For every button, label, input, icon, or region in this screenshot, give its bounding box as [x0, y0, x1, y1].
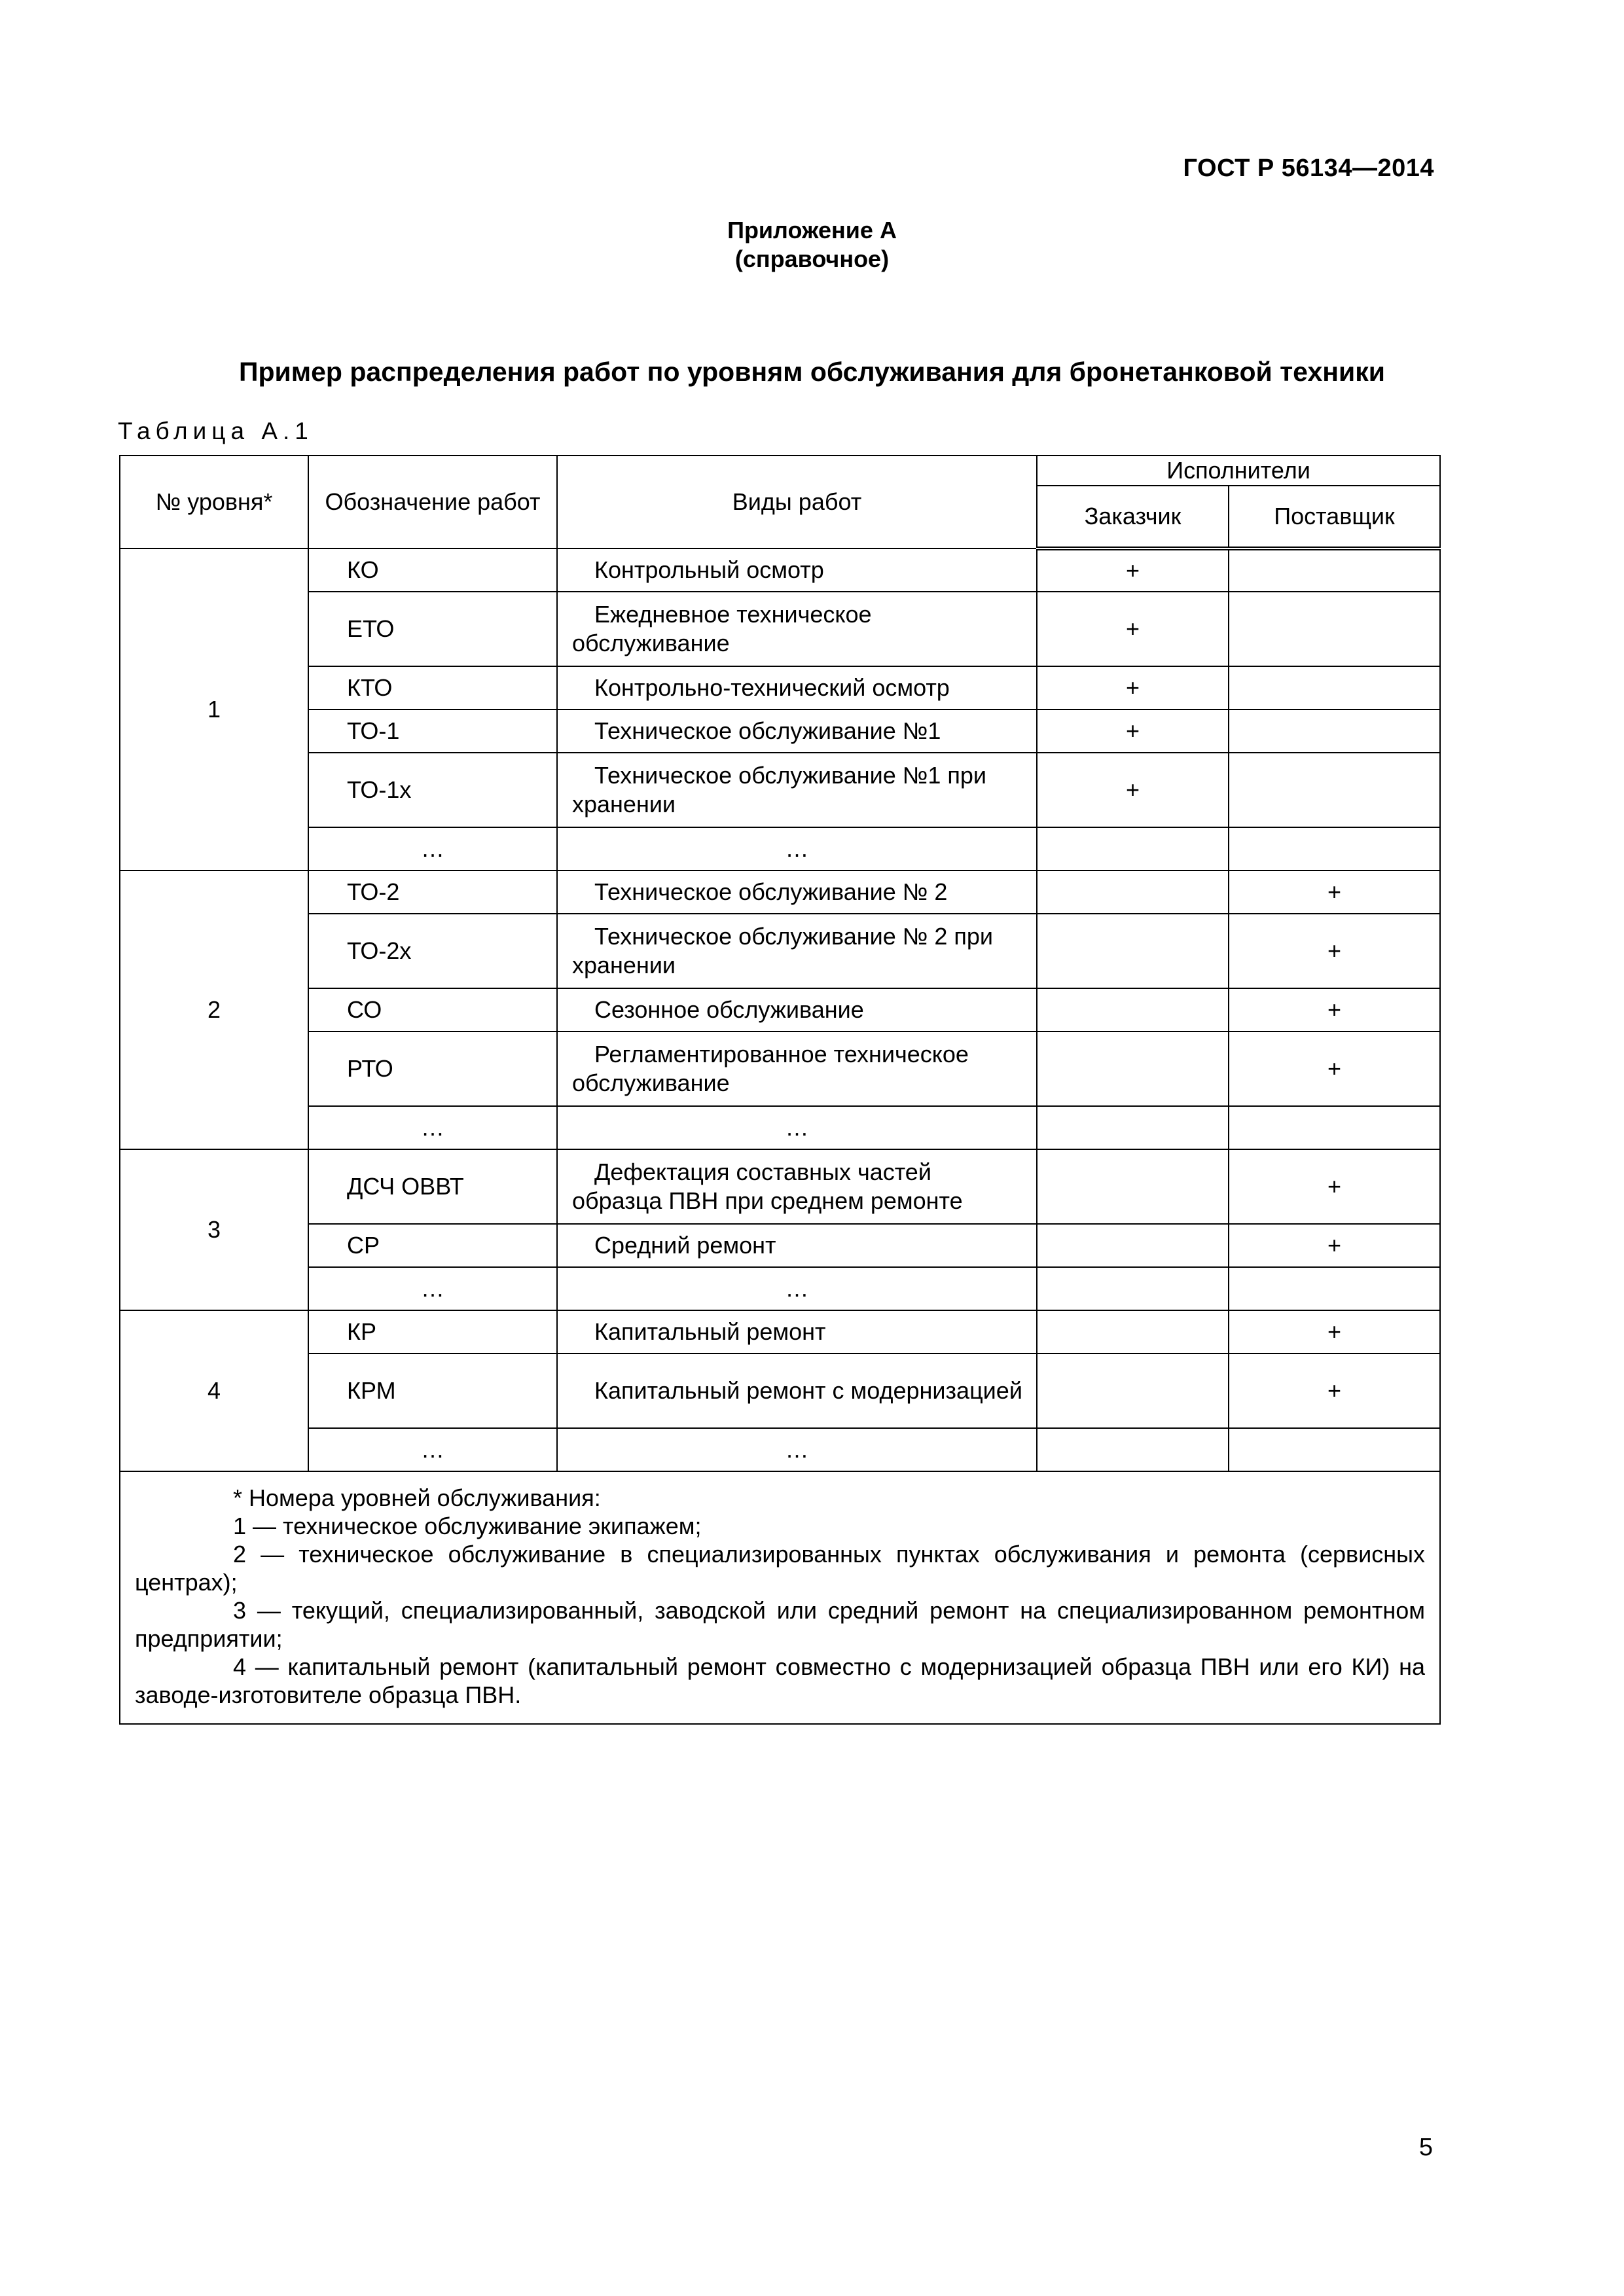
table-container	[119, 455, 1439, 1725]
supplier-mark-cell	[1229, 753, 1440, 827]
work-type-text: Техническое обслуживание №1	[594, 717, 941, 744]
level-number-cell: 3	[120, 1149, 308, 1310]
work-code-cell: ТО-1х	[308, 753, 557, 827]
work-code-cell: КО	[308, 548, 557, 592]
supplier-mark-cell	[1229, 592, 1440, 666]
work-type-cell	[557, 753, 1037, 827]
work-type-cell	[557, 1031, 1037, 1106]
work-type-cell	[557, 1224, 1037, 1267]
work-type-text: Ежедневное техническое обслуживание	[572, 601, 872, 656]
customer-mark-cell: +	[1037, 548, 1229, 592]
table-footnote	[120, 1471, 1440, 1724]
work-type-cell: …	[557, 1267, 1037, 1310]
footnote-line: 2 — техническое обслуживание в специализированных пунктах обслуживания и ремонта (сервисных центрах);	[135, 1541, 1425, 1596]
level-number-cell: 2	[120, 870, 308, 1149]
work-type-cell	[557, 1149, 1037, 1224]
work-type-text: Дефектация составных частей образца ПВН при среднем ремонте	[572, 1158, 963, 1214]
table-row	[120, 1310, 1440, 1354]
footnote-line: 1 — техническое обслуживание экипажем;	[233, 1513, 702, 1539]
header-code: Обозначение работ	[308, 456, 557, 548]
work-type-text: Капитальный ремонт с модернизацией	[594, 1377, 1022, 1404]
work-code-cell: КРМ	[308, 1354, 557, 1428]
work-type-cell	[557, 988, 1037, 1031]
supplier-mark-cell	[1229, 666, 1440, 709]
customer-mark-cell	[1037, 1267, 1229, 1310]
appendix-heading	[0, 216, 1624, 274]
page-number: 5	[1418, 2134, 1433, 2161]
work-type-cell: …	[557, 1428, 1037, 1471]
supplier-mark-cell	[1229, 1428, 1440, 1471]
work-type-text: Контрольно-технический осмотр	[594, 674, 950, 701]
supplier-mark-cell	[1229, 827, 1440, 870]
table-row	[120, 709, 1440, 753]
supplier-mark-cell: +	[1229, 1031, 1440, 1106]
appendix-label: Приложение А	[727, 217, 897, 243]
footnote-line: * Номера уровней обслуживания:	[233, 1484, 601, 1511]
work-code-cell: ТО-2х	[308, 914, 557, 988]
footnote-line: 4 — капитальный ремонт (капитальный ремонт совместно с модернизацией образца ПВН или его КИ) на заводе-изготовителе образца ПВН.	[135, 1653, 1425, 1708]
work-type-cell	[557, 870, 1037, 914]
work-code-cell: КТО	[308, 666, 557, 709]
level-number-cell: 4	[120, 1310, 308, 1471]
work-code-cell: СР	[308, 1224, 557, 1267]
work-type-cell	[557, 666, 1037, 709]
work-code-cell: КР	[308, 1310, 557, 1354]
work-type-text: Контрольный осмотр	[594, 556, 824, 583]
table-row	[120, 753, 1440, 827]
table-row	[120, 1354, 1440, 1428]
work-code-cell: ТО-2	[308, 870, 557, 914]
work-code-cell: ЕТО	[308, 592, 557, 666]
table-row-placeholder	[120, 1267, 1440, 1310]
customer-mark-cell: +	[1037, 709, 1229, 753]
header-level: № уровня*	[120, 456, 308, 548]
customer-mark-cell	[1037, 827, 1229, 870]
work-type-text: Техническое обслуживание № 2	[594, 878, 948, 905]
table-row-placeholder	[120, 1106, 1440, 1149]
customer-mark-cell	[1037, 914, 1229, 988]
table-row	[120, 870, 1440, 914]
footnote-cell	[120, 1471, 1440, 1724]
work-code-cell: СО	[308, 988, 557, 1031]
table-row	[120, 914, 1440, 988]
customer-mark-cell	[1037, 1031, 1229, 1106]
document-code: ГОСТ Р 56134—2014	[1183, 154, 1434, 182]
work-code-cell: …	[308, 1428, 557, 1471]
supplier-mark-cell: +	[1229, 1224, 1440, 1267]
work-code-cell: ТО-1	[308, 709, 557, 753]
supplier-mark-cell	[1229, 1267, 1440, 1310]
customer-mark-cell	[1037, 1354, 1229, 1428]
appendix-kind: (справочное)	[734, 245, 890, 272]
table-row	[120, 1031, 1440, 1106]
table-row	[120, 666, 1440, 709]
work-type-text: Техническое обслуживание №1 при хранении	[572, 762, 987, 817]
table-row	[120, 548, 1440, 592]
work-code-cell: …	[308, 1267, 557, 1310]
supplier-mark-cell	[1229, 1106, 1440, 1149]
table-body	[120, 548, 1440, 1471]
header-work: Виды работ	[557, 456, 1037, 548]
table-row-placeholder	[120, 1428, 1440, 1471]
customer-mark-cell	[1037, 1310, 1229, 1354]
customer-mark-cell: +	[1037, 666, 1229, 709]
customer-mark-cell: +	[1037, 592, 1229, 666]
work-type-text: Сезонное обслуживание	[594, 996, 864, 1023]
table-row	[120, 988, 1440, 1031]
work-code-cell: РТО	[308, 1031, 557, 1106]
supplier-mark-cell	[1229, 709, 1440, 753]
work-type-cell	[557, 548, 1037, 592]
footnote-line: 3 — текущий, специализированный, заводской или средний ремонт на специализированном ремонтном предприятии;	[135, 1597, 1425, 1652]
table-row-placeholder	[120, 827, 1440, 870]
customer-mark-cell	[1037, 988, 1229, 1031]
work-code-cell: ДСЧ ОВВТ	[308, 1149, 557, 1224]
table-row	[120, 1149, 1440, 1224]
supplier-mark-cell	[1229, 548, 1440, 592]
table-row	[120, 592, 1440, 666]
supplier-mark-cell: +	[1229, 1354, 1440, 1428]
customer-mark-cell	[1037, 1428, 1229, 1471]
work-type-cell	[557, 592, 1037, 666]
header-customer: Заказчик	[1037, 486, 1229, 548]
customer-mark-cell: +	[1037, 753, 1229, 827]
customer-mark-cell	[1037, 870, 1229, 914]
supplier-mark-cell: +	[1229, 1149, 1440, 1224]
header-executors: Исполнители	[1037, 456, 1440, 486]
customer-mark-cell	[1037, 1149, 1229, 1224]
supplier-mark-cell: +	[1229, 870, 1440, 914]
supplier-mark-cell: +	[1229, 914, 1440, 988]
table-row	[120, 1224, 1440, 1267]
work-type-text: Регламентированное техническое обслуживание	[572, 1041, 969, 1096]
work-type-text: Средний ремонт	[594, 1232, 776, 1259]
work-type-cell: …	[557, 827, 1037, 870]
supplier-mark-cell: +	[1229, 988, 1440, 1031]
customer-mark-cell	[1037, 1106, 1229, 1149]
work-type-cell: …	[557, 1106, 1037, 1149]
work-code-cell: …	[308, 827, 557, 870]
supplier-mark-cell: +	[1229, 1310, 1440, 1354]
table-header	[120, 456, 1440, 548]
level-number-cell: 1	[120, 548, 308, 870]
work-type-text: Техническое обслуживание № 2 при хранении	[572, 923, 994, 978]
table-label: Таблица А.1	[118, 418, 314, 444]
work-distribution-table	[119, 455, 1441, 1725]
work-type-cell	[557, 1310, 1037, 1354]
work-type-cell	[557, 914, 1037, 988]
customer-mark-cell	[1037, 1224, 1229, 1267]
work-type-text: Капитальный ремонт	[594, 1318, 826, 1345]
header-supplier: Поставщик	[1229, 486, 1440, 548]
work-code-cell: …	[308, 1106, 557, 1149]
work-type-cell	[557, 1354, 1037, 1428]
work-type-cell	[557, 709, 1037, 753]
appendix-title: Пример распределения работ по уровням обслуживания для бронетанковой техники	[239, 357, 1385, 387]
